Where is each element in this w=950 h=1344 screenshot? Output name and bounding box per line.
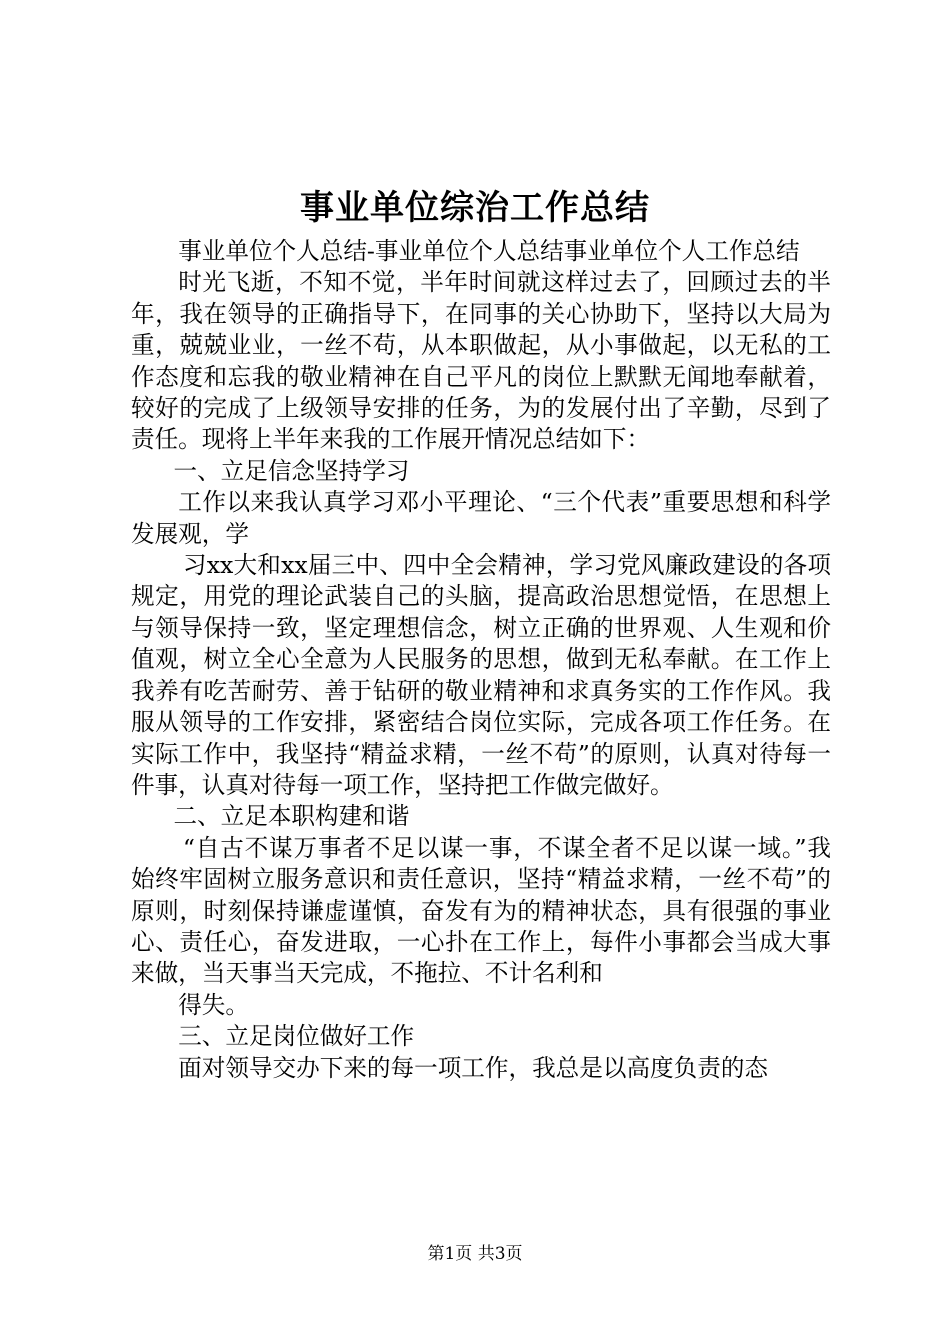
paragraph-work: 面对领导交办下来的每一项工作，我总是以高度负责的态 bbox=[178, 1053, 769, 1082]
paragraph-harmony-end: 得失。 bbox=[178, 990, 249, 1019]
section-heading-3: 三、立足岗位做好工作 bbox=[178, 1022, 415, 1051]
paragraph-study-1: 工作以来我认真学习邓小平理论、“三个代表”重要思想和科学发展观，学 bbox=[131, 488, 831, 548]
paragraph-intro: 时光飞逝，不知不觉，半年时间就这样过去了，回顾过去的半年，我在领导的正确指导下，在同事的关心协助下，坚持以大局为重，兢兢业业，一丝不苟，从本职做起，从小事做起，以无私的工作态度和忘我的敬业精神在自己平凡的岗位上默默无闻地奉献着，较好的完成了上级领导安排的任务，为的发展付出了辛勤，尽到了责任。现将上半年来我的工作展开情况总结如下： bbox=[131, 268, 831, 454]
page-footer: 第1页 共3页 bbox=[427, 1244, 523, 1264]
section-heading-1: 一、立足信念坚持学习 bbox=[173, 456, 410, 485]
document-body bbox=[131, 236, 831, 1084]
paragraph-subtitle: 事业单位个人总结-事业单位个人总结事业单位个人工作总结 bbox=[178, 237, 800, 265]
paragraph-study-2: 习xx大和xx届三中、四中全会精神，学习党风廉政建设的各项规定，用党的理论武装自己的头脑，提高政治思想觉悟，在思想上与领导保持一致，坚定理想信念，树立正确的世界观、人生观和价值观，树立全心全意为人民服务的思想，做到无私奉献。在工作上我养有吃苦耐劳、善于钻研的敬业精神和求真务实的工作作风。我服从领导的工作安排，紧密结合岗位实际，完成各项工作任务。在实际工作中，我坚持“精益求精，一丝不苟”的原则，认真对待每一件事，认真对待每一项工作，坚持把工作做完做好。 bbox=[131, 551, 831, 799]
document-title: 事业单位综治工作总结 bbox=[300, 188, 650, 228]
section-heading-2: 二、立足本职构建和谐 bbox=[173, 802, 410, 831]
paragraph-harmony: “自古不谋万事者不足以谋一事，不谋全者不足以谋一域。”我始终牢固树立服务意识和责任意识，坚持“精益求精，一丝不苟”的原则，时刻保持谦虚谨慎，奋发有为的精神状态，具有很强的事业心、责任心，奋发进取，一心扑在工作上，每件小事都会当成大事来做，当天事当天完成，不拖拉、不计名利和 bbox=[131, 833, 831, 988]
